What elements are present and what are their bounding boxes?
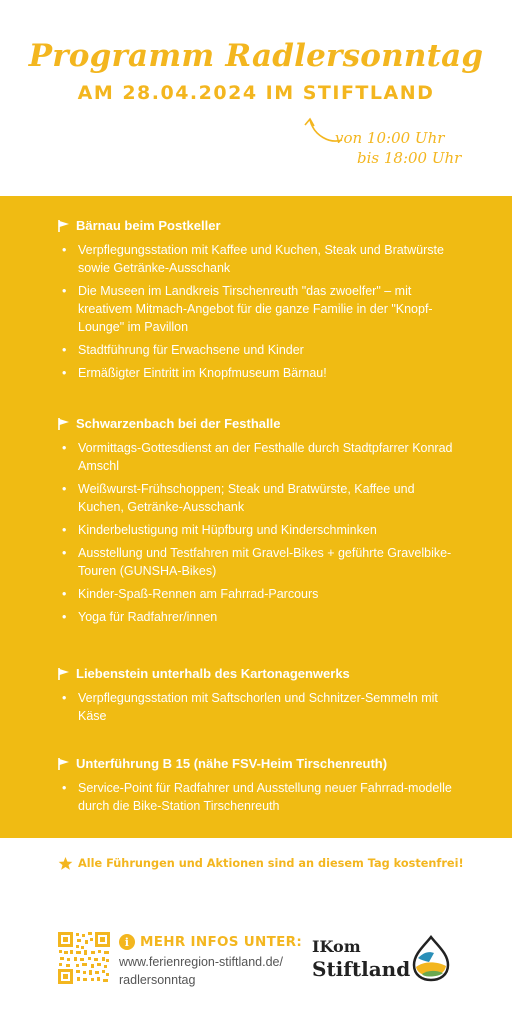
section-schwarzenbach — [58, 414, 458, 626]
list-item: • Service-Point für Radfahrer und Ausstellung neuer Fahrrad-modelle durch die Bike-Station Tirschenreuth — [58, 779, 458, 815]
url-line-2[interactable]: radlersonntag — [119, 973, 196, 987]
logo-text — [312, 936, 410, 980]
item-list — [58, 241, 458, 382]
more-info-label: MEHR INFOS UNTER: — [140, 934, 303, 950]
logo-mark-icon — [410, 934, 452, 982]
flag-icon — [58, 668, 70, 680]
list-item: • Verpflegungsstation mit Kaffee und Kuchen, Steak und Bratwürste sowie Getränke-Ausschank — [58, 241, 458, 277]
url-line-1[interactable]: www.ferienregion-stiftland.de/ — [119, 955, 283, 969]
program-panel — [0, 196, 512, 838]
section-unterfuehrung — [58, 754, 458, 815]
list-item: • Kinderbelustigung mit Hüpfburg und Kinderschminken — [58, 521, 458, 539]
list-item: • Die Museen im Landkreis Tirschenreuth "das zwoelfer" – mit kreativem Mitmach-Angebot für die ganze Familie in der "Knopf-Lounge" im Pavillon — [58, 282, 458, 336]
footnote — [58, 856, 478, 871]
list-item: • Kinder-Spaß-Rennen am Fahrrad-Parcours — [58, 585, 458, 603]
header — [0, 0, 512, 196]
section-title — [58, 754, 458, 774]
section-title — [58, 414, 458, 434]
item-list — [58, 779, 458, 815]
section-title-text: Schwarzenbach bei der Festhalle — [76, 416, 281, 431]
list-item: • Yoga für Radfahrer/innen — [58, 608, 458, 626]
section-title — [58, 664, 458, 684]
time-from: von 10:00 Uhr — [335, 129, 445, 147]
flag-icon — [58, 418, 70, 430]
list-item: • Weißwurst-Frühschoppen; Steak und Bratwürste, Kaffee und Kuchen, Getränke-Ausschank — [58, 480, 458, 516]
section-title-text: Unterführung B 15 (nähe FSV-Heim Tirschenreuth) — [76, 756, 388, 771]
ikom-stiftland-logo — [312, 932, 457, 988]
section-liebenstein — [58, 664, 458, 725]
footnote-text: Alle Führungen und Aktionen sind an diesem Tag kostenfrei! — [78, 857, 464, 870]
list-item: • Vormittags-Gottesdienst an der Festhalle durch Stadtpfarrer Konrad Amschl — [58, 439, 458, 475]
item-list — [58, 689, 458, 725]
list-item: • Ausstellung und Testfahren mit Gravel-Bikes + geführte Gravelbike-Touren (GUNSHA-Bikes) — [58, 544, 458, 580]
list-item: • Stadtführung für Erwachsene und Kinder — [58, 341, 458, 359]
section-title-text: Bärnau beim Postkeller — [76, 218, 221, 233]
page-title: Programm Radlersonntag — [28, 38, 484, 74]
section-title-text: Liebenstein unterhalb des Kartonagenwerks — [76, 666, 350, 681]
logo-line-1: IKom — [312, 937, 361, 956]
time-range — [335, 128, 475, 168]
more-info — [119, 934, 309, 989]
section-baernau — [58, 216, 458, 382]
section-title — [58, 216, 458, 236]
list-item: • Verpflegungsstation mit Saftschorlen und Schnitzer-Semmeln mit Käse — [58, 689, 458, 725]
flag-icon — [58, 220, 70, 232]
more-info-title — [119, 934, 309, 950]
more-info-url[interactable] — [119, 953, 309, 989]
time-to: bis 18:00 Uhr — [357, 149, 462, 167]
item-list — [58, 439, 458, 626]
info-icon: i — [119, 934, 135, 950]
star-icon — [58, 856, 73, 871]
logo-line-2: Stiftland — [312, 957, 411, 981]
page-subtitle: AM 28.04.2024 IM STIFTLAND — [77, 82, 435, 104]
flag-icon — [58, 758, 70, 770]
qr-code[interactable] — [58, 932, 110, 984]
list-item: • Ermäßigter Eintritt im Knopfmuseum Bärnau! — [58, 364, 458, 382]
